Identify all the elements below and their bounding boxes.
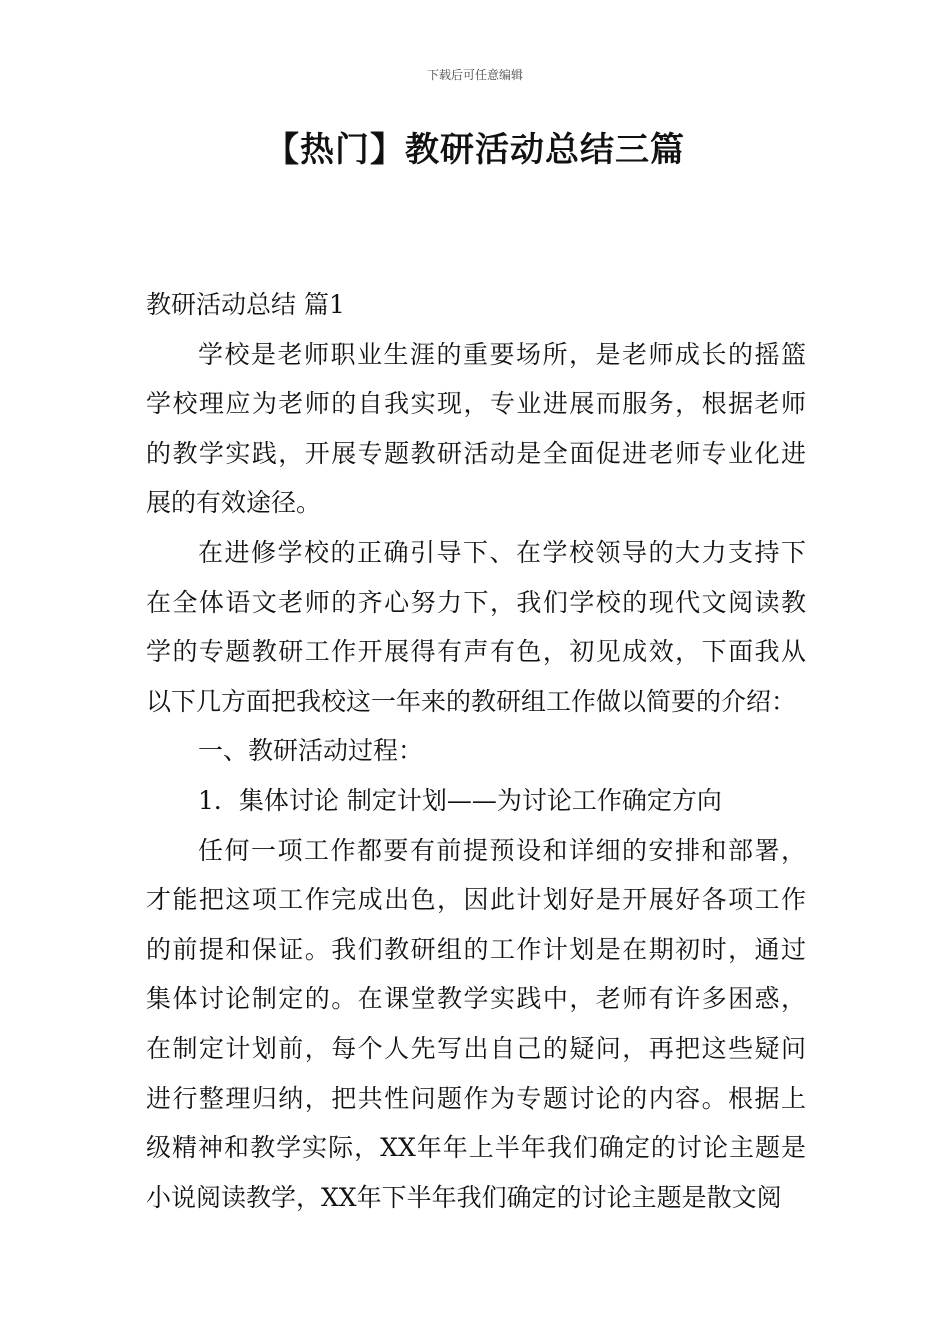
text-line: 在全体语文老师的齐心努力下，我们学校的现代文阅读教 xyxy=(146,587,806,617)
text-line: 才能把这项工作完成出色，因此计划好是开展好各项工作 xyxy=(146,885,806,915)
section-heading: 教研活动总结 篇1 xyxy=(146,290,345,319)
text-line: 小说阅读教学，XX年下半年我们确定的讨论主题是散文阅 xyxy=(146,1182,782,1212)
text-line: 级精神和教学实际，XX年年上半年我们确定的讨论主题是 xyxy=(146,1133,806,1163)
text-line: 学校是老师职业生涯的重要场所，是老师成长的摇篮 xyxy=(198,339,806,369)
document-body xyxy=(146,280,806,1222)
document-title: 【热门】教研活动总结三篇 xyxy=(265,130,685,170)
text-line: 的教学实践，开展专题教研活动是全面促进老师专业化进 xyxy=(146,438,806,468)
text-line: 任何一项工作都要有前提预设和详细的安排和部署， xyxy=(198,835,806,865)
text-line: 学校理应为老师的自我实现，专业进展而服务，根据老师 xyxy=(146,389,806,419)
text-line: 展的有效途径。 xyxy=(146,488,322,518)
text-line: 1．集体讨论 制定计划——为讨论工作确定方向 xyxy=(198,785,722,815)
text-line: 在制定计划前，每个人先写出自己的疑问，再把这些疑问 xyxy=(146,1033,806,1063)
text-line: 一、教研活动过程： xyxy=(198,736,424,766)
text-line: 学的专题教研工作开展得有声有色，初见成效，下面我从 xyxy=(146,637,806,667)
text-line: 集体讨论制定的。在课堂教学实践中，老师有许多困惑， xyxy=(146,984,806,1014)
text-line: 以下几方面把我校这一年来的教研组工作做以简要的介绍： xyxy=(146,686,797,716)
text-line: 进行整理归纳，把共性问题作为专题讨论的内容。根据上 xyxy=(146,1083,806,1113)
text-line: 在进修学校的正确引导下、在学校领导的大力支持下 xyxy=(198,537,806,567)
header-note: 下载后可任意编辑 xyxy=(426,68,523,82)
paragraph-lines xyxy=(146,330,806,1223)
text-line: 的前提和保证。我们教研组的工作计划是在期初时，通过 xyxy=(146,934,806,964)
